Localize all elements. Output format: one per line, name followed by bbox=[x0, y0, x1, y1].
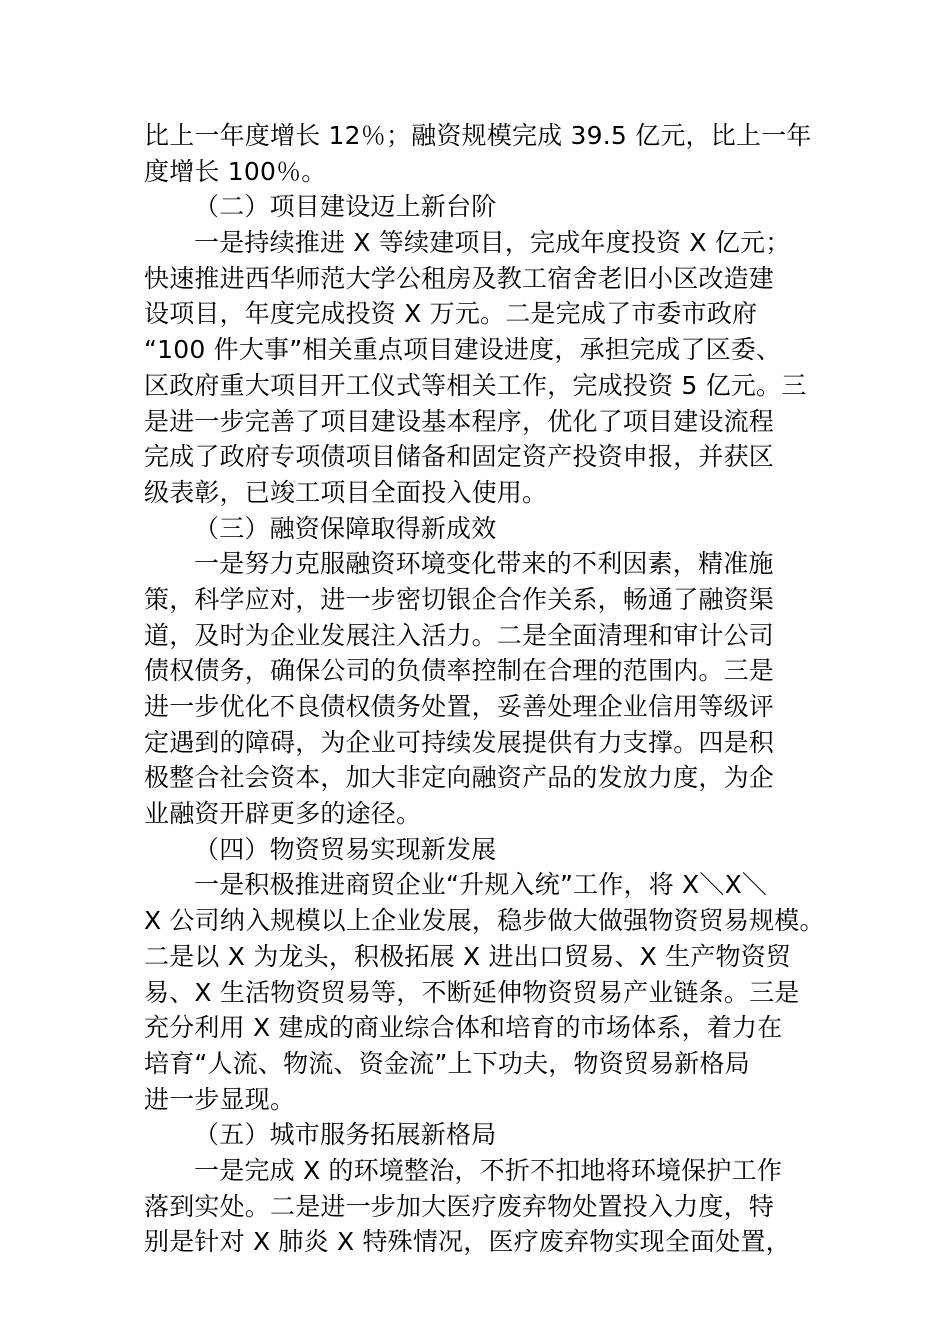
text-line: 业融资开辟更多的途径。 bbox=[144, 799, 422, 829]
paragraph-start-line: （三）融资保障取得新成效 bbox=[194, 513, 497, 543]
document-body bbox=[144, 118, 844, 1260]
text-line: “100 件大事”相关重点项目建设进度，承担完成了区委、 bbox=[144, 335, 782, 365]
text-line: 度增长 100％。 bbox=[144, 156, 327, 186]
text-line: 极整合社会资本，加大非定向融资产品的发放力度，为企 bbox=[144, 763, 775, 793]
text-line: 完成了政府专项债项目储备和固定资产投资申报，并获区 bbox=[144, 442, 775, 472]
text-line: 快速推进西华师范大学公租房及教工宿舍老旧小区改造建 bbox=[144, 263, 775, 293]
text-line: 进一步显现。 bbox=[144, 1084, 296, 1114]
text-line: 策，科学应对，进一步密切银企合作关系，畅通了融资渠 bbox=[144, 584, 775, 614]
text-line: 是进一步完善了项目建设基本程序，优化了项目建设流程 bbox=[144, 406, 775, 436]
paragraph-start-line: 一是持续推进 X 等续建项目，完成年度投资 X 亿元； bbox=[194, 228, 791, 258]
paragraph-start-line: 一是努力克服融资环境变化带来的不利因素，精准施 bbox=[194, 549, 774, 579]
text-line: 区政府重大项目开工仪式等相关工作，完成投资 5 亿元。三 bbox=[144, 370, 807, 400]
paragraph-start-line: 一是积极推进商贸企业“升规入统”工作，将 X＼X＼ bbox=[194, 870, 768, 900]
text-line: 别是针对 X 肺炎 X 特殊情况，医疗废弃物实现全面处置， bbox=[144, 1227, 791, 1257]
text-line: 易、X 生活物资贸易等，不断延伸物资贸易产业链条。三是 bbox=[144, 977, 800, 1007]
paragraph-start-line: 一是完成 X 的环境整治，不折不扣地将环境保护工作 bbox=[194, 1155, 783, 1185]
text-line: 二是以 X 为龙头，积极拓展 X 进出口贸易、X 生产物资贸 bbox=[144, 941, 792, 971]
paragraph-start-line: （五）城市服务拓展新格局 bbox=[194, 1120, 497, 1150]
text-line: 债权债务，确保公司的负债率控制在合理的范围内。三是 bbox=[144, 656, 775, 686]
text-line: 道，及时为企业发展注入活力。二是全面清理和审计公司 bbox=[144, 620, 775, 650]
text-line: 落到实处。二是进一步加大医疗废弃物处置投入力度，特 bbox=[144, 1191, 775, 1221]
text-line: 定遇到的障碍，为企业可持续发展提供有力支撑。四是积 bbox=[144, 727, 775, 757]
paragraph-start-line: （四）物资贸易实现新发展 bbox=[194, 834, 497, 864]
paragraph-start-line: （二）项目建设迈上新台阶 bbox=[194, 192, 497, 222]
text-line: 设项目，年度完成投资 X 万元。二是完成了市委市政府 bbox=[144, 299, 758, 329]
text-line: X 公司纳入规模以上企业发展，稳步做大做强物资贸易规模。 bbox=[144, 906, 825, 936]
text-line: 比上一年度增长 12％；融资规模完成 39.5 亿元，比上一年 bbox=[144, 121, 812, 150]
text-line: 充分利用 X 建成的商业综合体和培育的市场体系，着力在 bbox=[144, 1013, 783, 1043]
text-line: 级表彰，已竣工项目全面投入使用。 bbox=[144, 477, 548, 507]
text-line: 培育“人流、物流、资金流”上下功夫，物资贸易新格局 bbox=[144, 1048, 750, 1078]
text-line: 进一步优化不良债权债务处置，妥善处理企业信用等级评 bbox=[144, 692, 775, 721]
